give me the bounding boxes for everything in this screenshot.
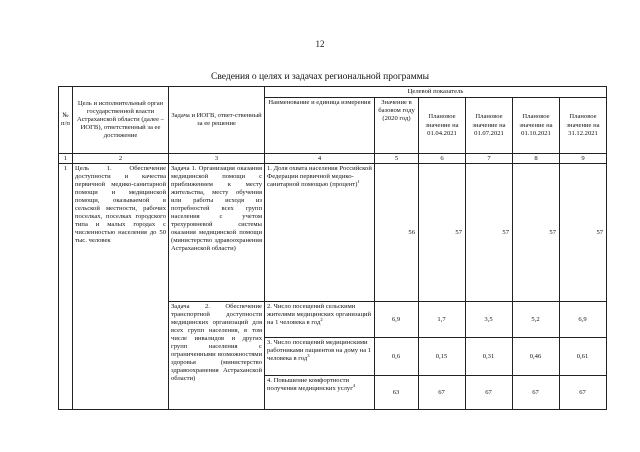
indicator-4-plan-3: 67 [513,376,560,410]
indicator-3-plan-1: 0,15 [419,338,466,376]
header-plan-4: Плановое значение на 31.12.2021 [560,98,607,154]
header-indicator: Наименование и единица измерения [265,98,375,154]
column-number: 9 [560,154,607,164]
column-number: 7 [466,154,513,164]
header-plan-1: Плановое значение на 01.04.2021 [419,98,466,154]
header-plan-3: Плановое значение на 01.10.2021 [513,98,560,154]
indicator-1-plan-4: 57 [560,164,607,302]
indicator-1-plan-2: 57 [466,164,513,302]
indicator-2-plan-1: 1,7 [419,302,466,338]
column-number: 1 [59,154,73,164]
indicator-1-plan-3: 57 [513,164,560,302]
indicator-4-plan-4: 67 [560,376,607,410]
indicator-1-plan-1: 57 [419,164,466,302]
header-base: Значение в базовом году (2020 год) [375,98,419,154]
indicator-3-plan-3: 0,46 [513,338,560,376]
column-number: 4 [265,154,375,164]
indicator-2-plan-4: 6,9 [560,302,607,338]
header-task: Задача и ИОГВ, ответ-ственный за ее решение [169,87,265,154]
header-goal: Цель и исполнительный орган государственной власти Астраханской области (далее – ИОГВ), ответственный за ее достижение [73,87,169,154]
column-number: 5 [375,154,419,164]
indicator-4-plan-1: 67 [419,376,466,410]
header-row-1 [59,87,607,98]
indicator-2-plan-2: 3,5 [466,302,513,338]
column-number: 2 [73,154,169,164]
task-1-row [59,164,607,302]
column-number: 6 [419,154,466,164]
task-1-cell: Задача 1. Организация оказания медицинской помощи с приближением к месту жительства, месту обучения или работы исходя из потребностей всех групп населения с учетом трехуровневой системы оказания медицинской помощи (министерство здравоохранения Астраханской области) [169,164,265,302]
indicator-1-base: 56 [375,164,419,302]
goals-table [58,86,607,410]
indicator-3-base: 0,6 [375,338,419,376]
indicator-4-name: 4. Повышение комфортности получения медицинских услуг$^4$ [265,376,375,410]
header-no: № п/п [59,87,73,154]
column-number-row [59,154,607,164]
column-number: 3 [169,154,265,164]
header-plan-2: Плановое значение на 01.07.2021 [466,98,513,154]
indicator-2-name: 2. Число посещений сельскими жителями медицинских организаций на 1 человека в год$^2$ [265,302,375,338]
goal-cell: Цель 1. Обеспечение доступности и качества первичной медико-санитарной помощи и медицинской помощи, оказываемой в сельской местности, рабочих поселках, поселках городского типа и малых городах с численностью населения до 50 тыс. человек [73,164,169,410]
indicator-2-plan-3: 5,2 [513,302,560,338]
indicator-1-name: 1. Доля охвата населения Российской Федерации первичной медико-санитарной помощью (процент)$^1$ [265,164,375,302]
row-number: 1 [59,164,73,410]
indicator-2-base: 6,9 [375,302,419,338]
indicator-4-base: 63 [375,376,419,410]
page-number: 12 [315,39,325,49]
document-title: Сведения о целях и задачах региональной программы [211,72,429,82]
task-2-cell: Задача 2. Обеспечение транспортной доступности медицинских организаций для всех групп населения, в том числе инвалидов и других групп населения с ограниченными возможностями здоровья (министерство здравоохранения Астраханской области) [169,302,265,410]
column-number: 8 [513,154,560,164]
indicator-3-plan-2: 0,31 [466,338,513,376]
indicator-4-plan-2: 67 [466,376,513,410]
indicator-3-name: 3. Число посещений медицинскими работниками пациентов на дому на 1 человека в год$^3$ [265,338,375,376]
header-target: Целевой показатель [265,87,607,98]
indicator-3-plan-4: 0,61 [560,338,607,376]
